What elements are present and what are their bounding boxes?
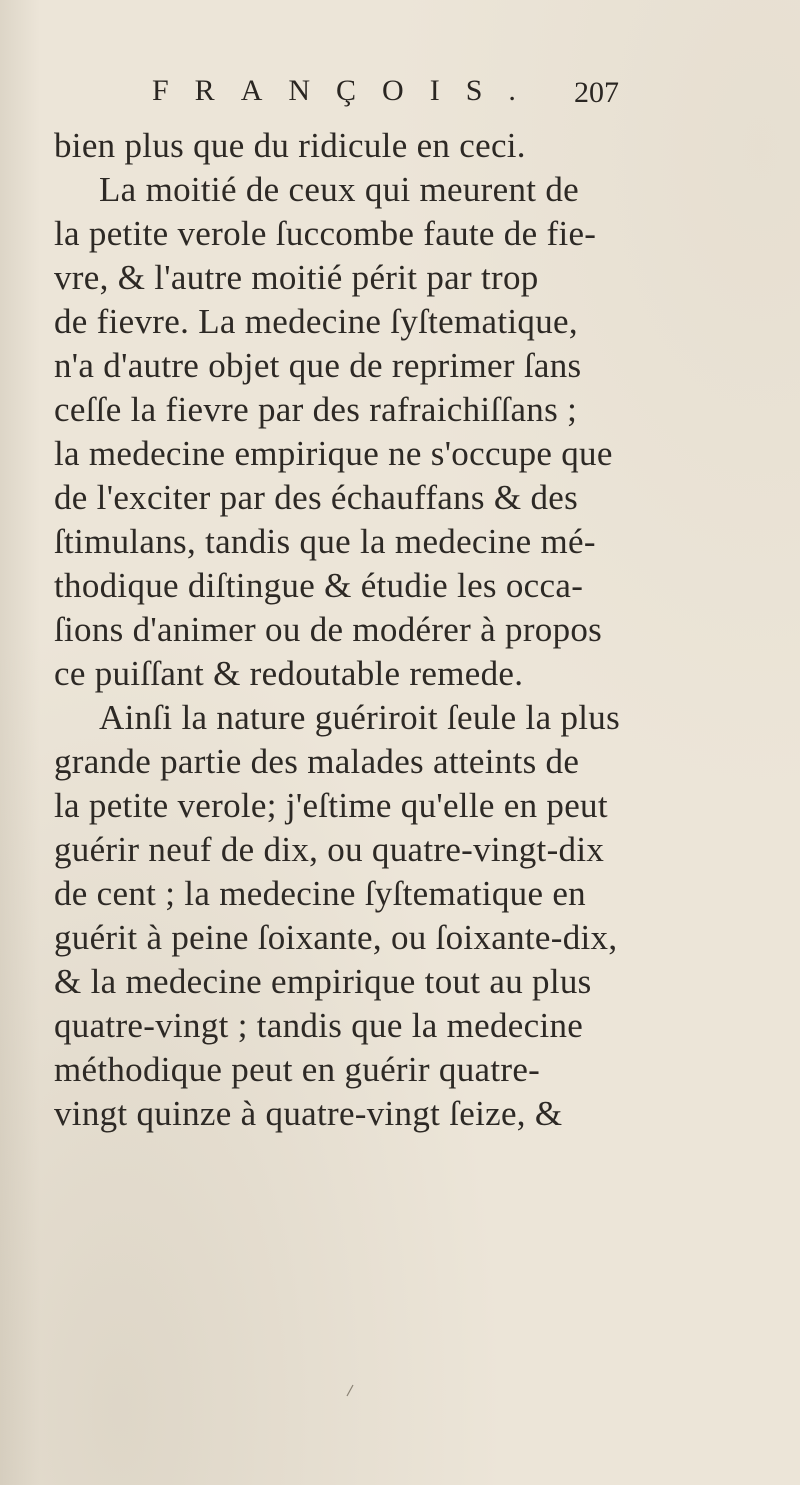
ink-mark — [345, 1384, 355, 1398]
text-line: de cent ; la medecine ſyſtematique en — [54, 874, 586, 913]
text-line: & la medecine empirique tout au plus — [54, 962, 592, 1001]
text-line: la petite verole ſuccombe faute de fie- — [54, 214, 597, 253]
text-line: La moitié de ceux qui meurent de — [99, 170, 579, 209]
text-line: ceſſe la fievre par des rafraichiſſans ; — [54, 390, 578, 429]
text-line: de fievre. La medecine ſyſtematique, — [54, 302, 578, 341]
page-number: 207 — [574, 76, 619, 109]
text-line: quatre-vingt ; tandis que la medecine — [54, 1006, 584, 1045]
text-line: bien plus que du ridicule en ceci. — [54, 126, 526, 165]
text-line: ce puiſſant & redoutable remede. — [54, 654, 524, 693]
text-line: ſtimulans, tandis que la medecine mé- — [54, 522, 596, 561]
text-line: vre, & l'autre moitié périt par trop — [54, 258, 539, 297]
text-line: la medecine empirique ne s'occupe que — [54, 434, 613, 473]
text-line: méthodique peut en guérir quatre- — [54, 1050, 541, 1089]
running-head: FRANÇOIS. — [152, 74, 542, 107]
text-line: Ainſi la nature guériroit ſeule la plus — [99, 698, 620, 737]
text-line: guérit à peine ſoixante, ou ſoixante-dix, — [54, 918, 618, 957]
text-line: grande partie des malades atteints de — [54, 742, 580, 781]
text-line: de l'exciter par des échauffans & des — [54, 478, 579, 517]
text-line: la petite verole; j'eſtime qu'elle en peut — [54, 786, 608, 825]
text-line: thodique diſtingue & étudie les occa- — [54, 566, 584, 605]
text-line: vingt quinze à quatre-vingt ſeize, & — [54, 1094, 563, 1133]
text-line: ſions d'animer ou de modérer à propos — [54, 610, 603, 649]
text-line: n'a d'autre objet que de reprimer ſans — [54, 346, 582, 385]
page-header — [0, 74, 800, 114]
text-line: guérir neuf de dix, ou quatre-vingt-dix — [54, 830, 605, 869]
